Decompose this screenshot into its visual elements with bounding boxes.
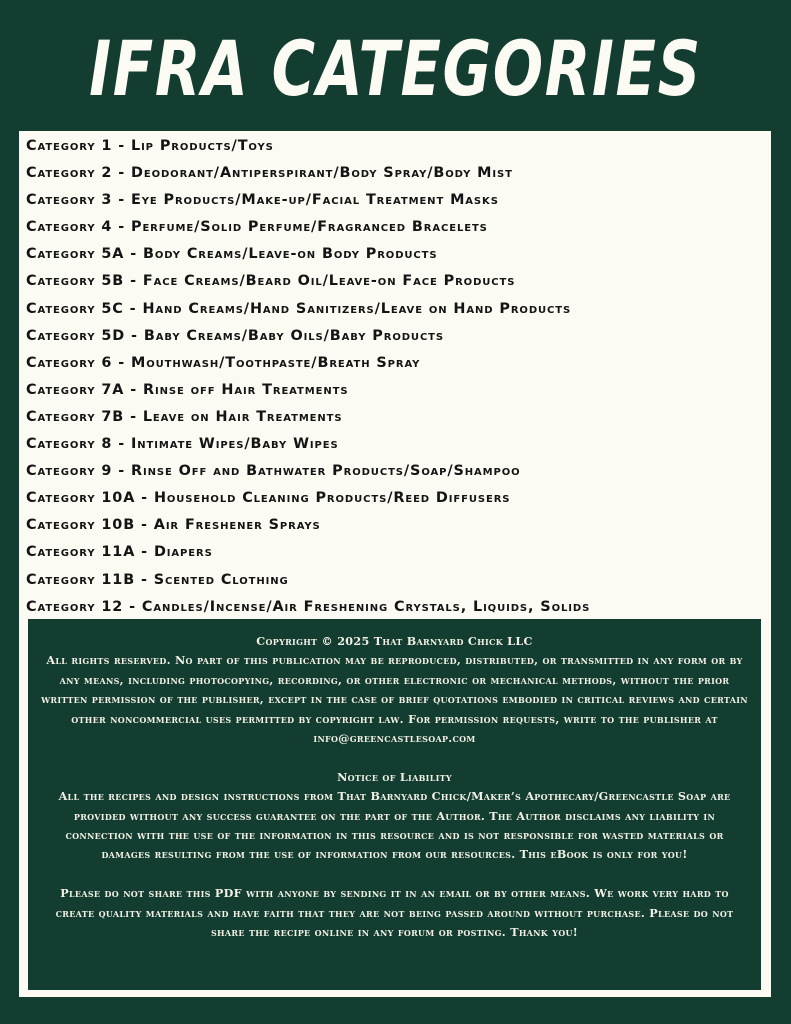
category-item: Category 11B - Scented Clothing — [26, 571, 289, 588]
liability-text: All the recipes and design instructions from That Barnyard Chick/Maker’s Apothecary/Greencastle Soap are provided without any success guarantee on the part of the Author. The Author disclaims any liability in connection with the use of the information in this resource and is not responsible for wasted materials or damages resulting from the use of information from our resources. This eBook is only for you! — [58, 789, 731, 862]
category-item: Category 4 - Perfume/Solid Perfume/Fragranced Bracelets — [26, 219, 488, 236]
category-item: Category 3 - Eye Products/Make-up/Facial Treatment Masks — [26, 192, 499, 209]
category-item: Category 5C - Hand Creams/Hand Sanitizers/Leave on Hand Products — [26, 300, 572, 317]
spacer — [40, 748, 749, 767]
category-item: Category 12 - Candles/Incense/Air Freshening Crystals, Liquids, Solids — [26, 598, 591, 615]
content-panel — [19, 131, 771, 997]
sharing-notice-text: Please do not share this PDF with anyone by sending it in an email or by other means. We work very hard to create quality materials and have faith that they are not being passed around without purchase. Please do not share the recipe online in any forum or posting. Thank you! — [55, 886, 734, 940]
category-item: Category 10B - Air Freshener Sprays — [26, 517, 321, 534]
category-item: Category 10A - Household Cleaning Products/Reed Diffusers — [26, 490, 511, 507]
category-item: Category 5B - Face Creams/Beard Oil/Leave-on Face Products — [26, 273, 516, 290]
category-item: Category 11A - Diapers — [26, 544, 213, 561]
category-item: Category 6 - Mouthwash/Toothpaste/Breath Spray — [26, 354, 421, 371]
category-item: Category 9 - Rinse Off and Bathwater Products/Soap/Shampoo — [26, 463, 521, 480]
category-item: Category 1 - Lip Products/Toys — [26, 138, 274, 154]
page-title: IFRA CATEGORIES — [89, 24, 702, 113]
legal-notice-box — [28, 619, 761, 990]
category-item: Category 2 - Deodorant/Antiperspirant/Body Spray/Body Mist — [26, 165, 513, 182]
category-item: Category 5A - Body Creams/Leave-on Body Products — [26, 246, 438, 263]
category-item: Category 7B - Leave on Hair Treatments — [26, 408, 343, 425]
spacer — [40, 865, 749, 884]
copyright-heading: Copyright © 2025 That Barnyard Chick LLC — [256, 634, 533, 648]
category-list — [26, 133, 768, 621]
copyright-text: All rights reserved. No part of this publication may be reproduced, distributed, or transmitted in any form or by any means, including photocopying, recording, or other electronic or mechanical methods, without the prior written permission of the publisher, except in the case of brief quotations embodied in critical reviews and certain other noncommercial uses permitted by copyright law. For permission requests, write to the publisher at info@greencastlesoap.com — [41, 653, 748, 746]
category-item: Category 7A - Rinse off Hair Treatments — [26, 381, 349, 398]
category-item: Category 8 - Intimate Wipes/Baby Wipes — [26, 436, 339, 453]
category-item: Category 5D - Baby Creams/Baby Oils/Baby Products — [26, 327, 445, 344]
liability-heading: Notice of Liability — [337, 769, 452, 784]
